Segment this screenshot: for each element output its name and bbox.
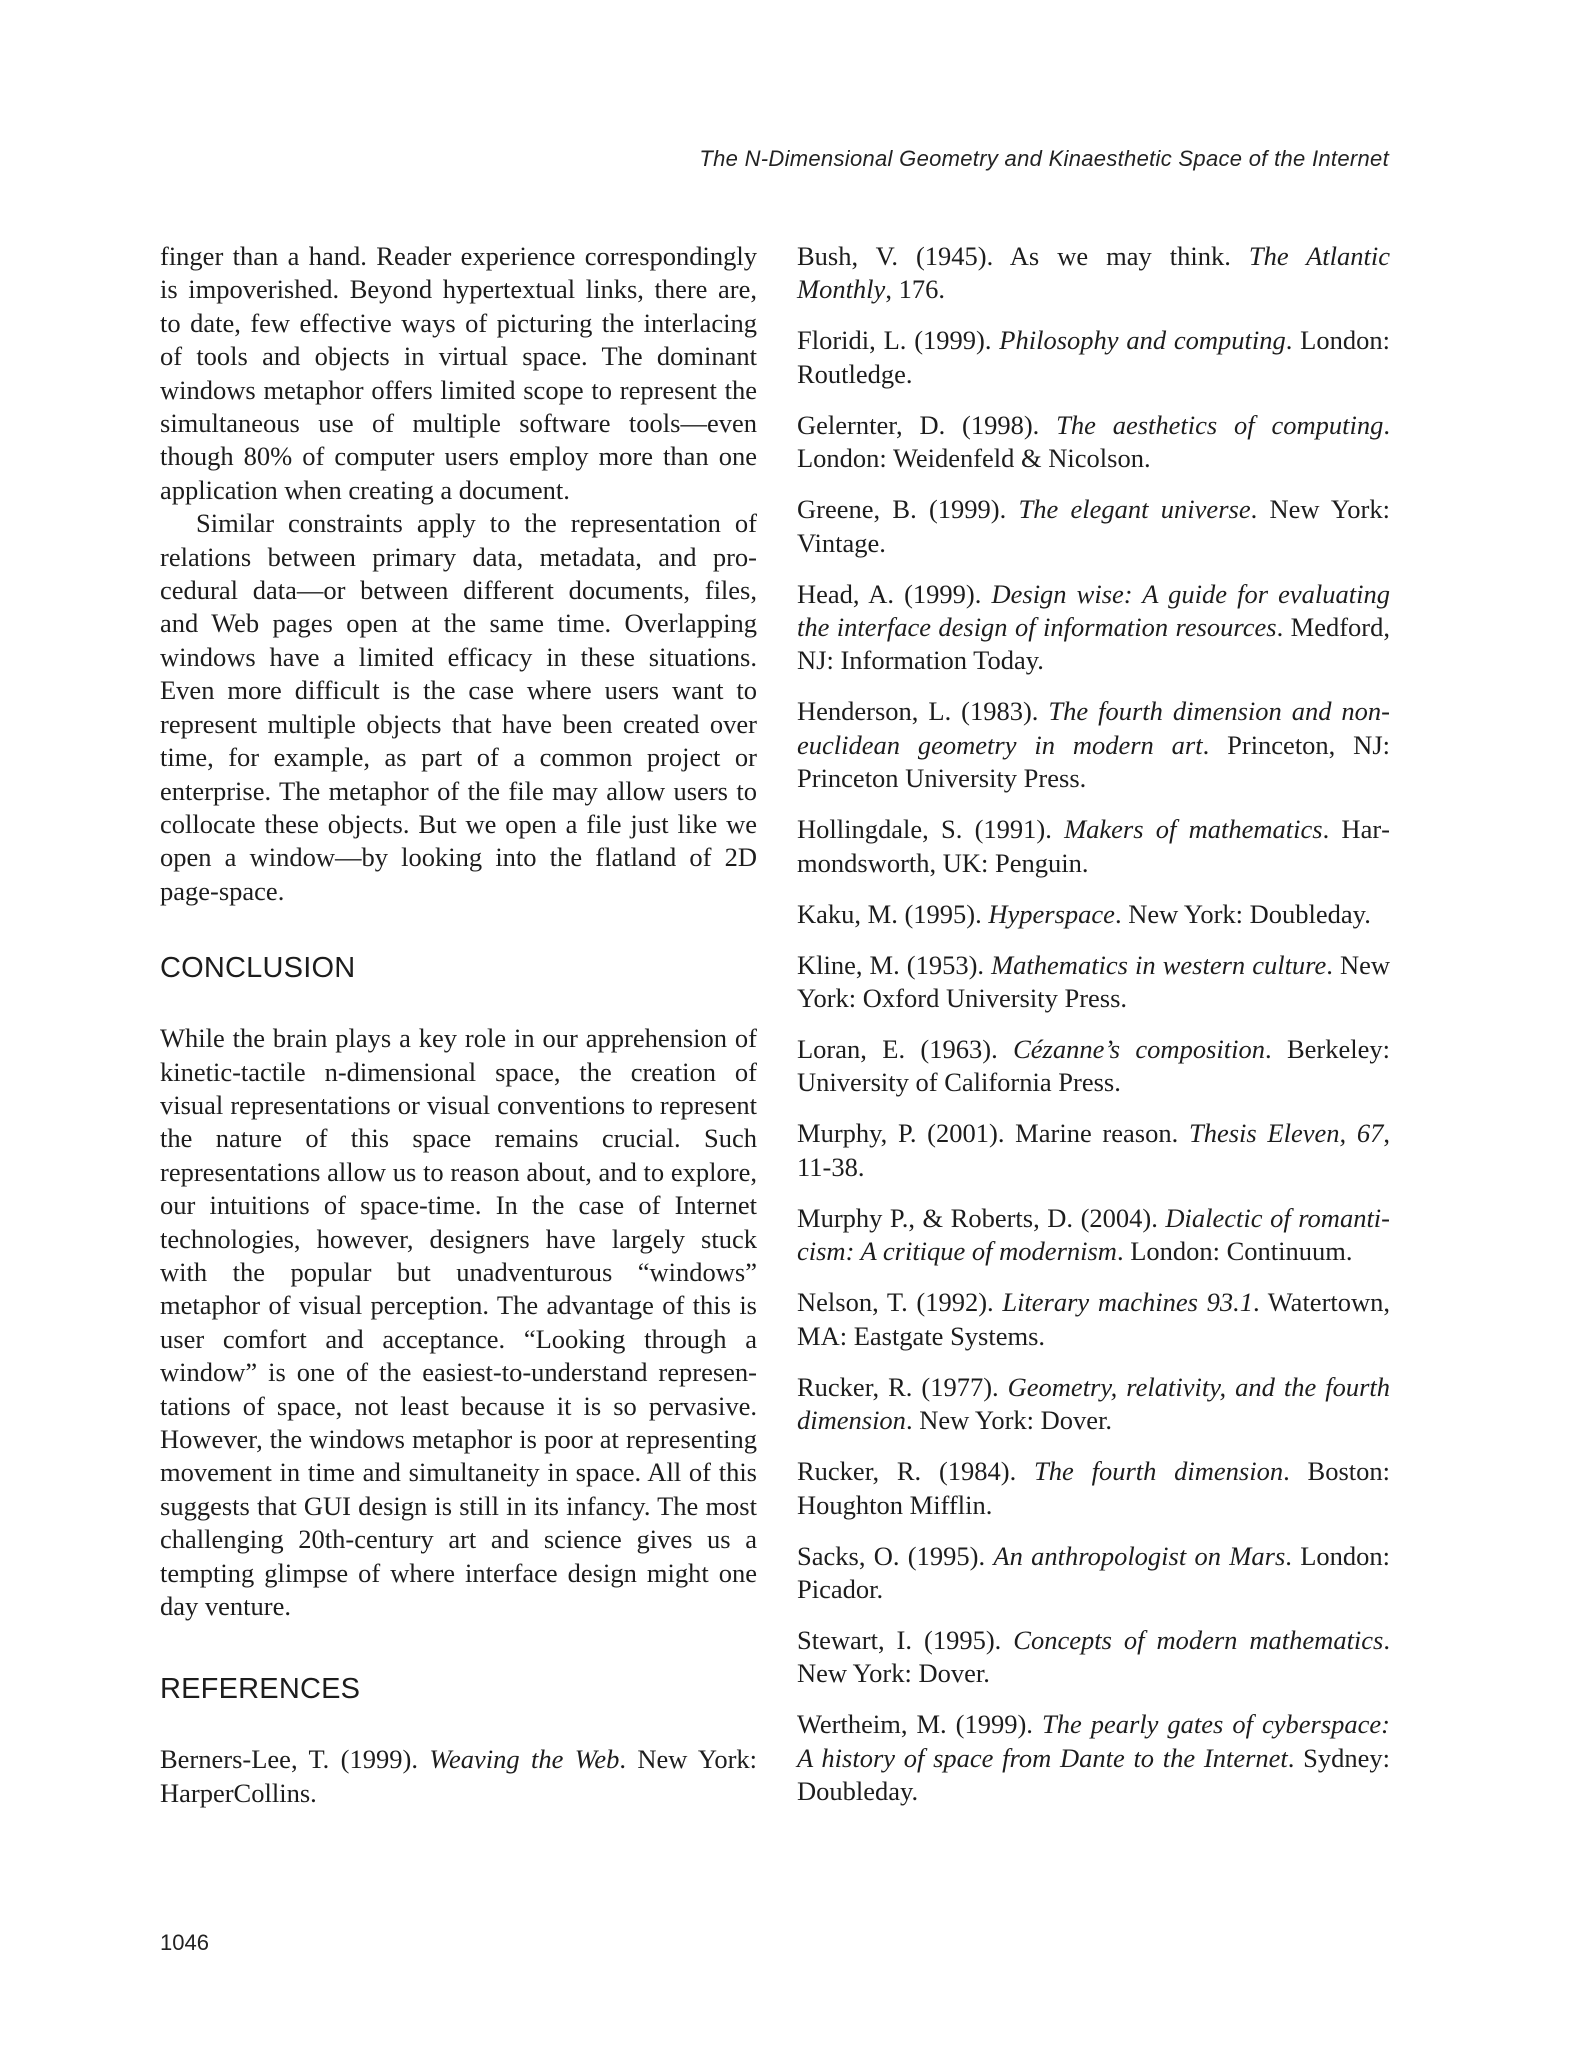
reference-author: Hollingdale, S. (1991). bbox=[797, 814, 1065, 845]
reference-publisher: . New York: Dover. bbox=[905, 1405, 1113, 1436]
reference-publisher: , 176. bbox=[885, 274, 945, 305]
reference-publisher: . London: Continuum. bbox=[1116, 1236, 1353, 1267]
reference-publisher: . Boston: Houghton Mifflin. bbox=[797, 1456, 1390, 1520]
reference-publisher: . New York: Dover. bbox=[797, 1624, 1390, 1689]
references-heading: REFERENCES bbox=[160, 1673, 361, 1706]
reference-title: The aesthetics of computing bbox=[1056, 409, 1384, 440]
reference-title: Dialectic of romanticism: A critique of modernism bbox=[797, 1202, 1390, 1267]
reference-title: The elegant universe bbox=[1018, 494, 1251, 525]
reference-entry bbox=[797, 1033, 1390, 1100]
conclusion-paragraph: While the brain plays a key role in our apprehension of kinetic-tactile n-dimensional space, the creation of visual representations or visual conventions to represent the nature of this space remains crucial. Such representations allow us to reason about, and to explore, our intuitions of space-time. In the case of Internet technologies, however, designers have largely stuck with the popular but unadventurous “windows” metaphor of visual perception. The advantage of this is user comfort and acceptance. “Looking through a window” is one of the easiest-to-understand representations of space, not least because it is so pervasive. However, the windows metaphor is poor at representing movement in time and simultaneity in space. All of this suggests that GUI design is still in its infancy. The most challenging 20th-century art and science gives us a tempting glimpse of where interface design might one day venture. bbox=[160, 1023, 757, 1622]
reference-author: Rucker, R. (1984). bbox=[797, 1456, 1035, 1487]
body-paragraph-2: Similar constraints apply to the representation of relations between primary data, metadata, and procedural data—or between different documents, files, and Web pages open at the same time. Overlapping windows have a limited efficacy in these situations. Even more difficult is the case where users want to represent multiple objects that have been created over time, for example, as part of a common project or enterprise. The metaphor of the file may allow users to collocate these objects. But we open a file just like we open a window—by looking into the flatland of 2D page-space. bbox=[160, 508, 757, 906]
reference-entry bbox=[797, 1117, 1390, 1184]
reference-author: Berners-Lee, T. (1999). bbox=[160, 1744, 430, 1775]
reference-author: Greene, B. (1999). bbox=[797, 494, 1019, 525]
reference-author: Henderson, L. (1983). bbox=[797, 696, 1049, 727]
reference-entry bbox=[797, 409, 1390, 476]
reference-publisher: . London: Picador. bbox=[797, 1540, 1390, 1604]
reference-entry bbox=[797, 578, 1390, 678]
reference-entry bbox=[797, 949, 1390, 1016]
reference-entry bbox=[797, 324, 1390, 391]
reference-publisher: . Sydney: Doubleday. bbox=[797, 1742, 1390, 1807]
reference-title: Makers of mathematics bbox=[1064, 814, 1323, 845]
reference-publisher: . London: Routledge. bbox=[797, 325, 1390, 389]
reference-entry bbox=[797, 1624, 1390, 1691]
reference-publisher: , 11-38. bbox=[797, 1118, 1390, 1182]
right-column bbox=[797, 240, 1390, 1826]
reference-author: Sacks, O. (1995). bbox=[797, 1540, 994, 1571]
reference-title: The fourth dimension and non-euclidean geometry in modern art bbox=[797, 696, 1390, 760]
reference-entry bbox=[797, 813, 1390, 880]
page-number: 1046 bbox=[160, 1930, 209, 1955]
reference-entry bbox=[797, 898, 1390, 931]
reference-title: Concepts of modern mathematics bbox=[1013, 1624, 1384, 1655]
reference-publisher: . New York: Oxford University Press. bbox=[797, 949, 1390, 1014]
running-header: The N-Dimensional Geometry and Kinaesthetic Space of the Internet bbox=[699, 146, 1389, 171]
reference-title: Weaving the Web bbox=[429, 1744, 620, 1775]
reference-author: Bush, V. (1945). As we may think. bbox=[797, 241, 1249, 271]
reference-author: Gelernter, D. (1998). bbox=[797, 409, 1057, 440]
body-paragraph-1: finger than a hand. Reader experience correspondingly is impoverished. Beyond hypertextual links, there are, to date, few effective ways of picturing the interlacing of tools and objects in virtual space. The dominant windows metaphor offers limited scope to represent the simultaneous use of multiple software tools—even though 80% of computer users employ more than one application when creating a document. bbox=[160, 241, 757, 505]
conclusion-heading: CONCLUSION bbox=[160, 952, 356, 985]
reference-entry bbox=[797, 493, 1390, 560]
reference-entry bbox=[797, 1708, 1390, 1808]
reference-author: Stewart, I. (1995). bbox=[797, 1624, 1014, 1655]
reference-title: Hyperspace bbox=[988, 898, 1115, 929]
reference-title: The pearly gates of cyberspace: A history of space from Dante to the Internet bbox=[797, 1709, 1390, 1773]
reference-publisher: . Medford, NJ: Information Today. bbox=[797, 612, 1390, 676]
reference-publisher: . New York: Doubleday. bbox=[1114, 898, 1371, 929]
reference-entry bbox=[160, 1743, 757, 1810]
reference-entry bbox=[797, 1286, 1390, 1353]
reference-publisher: . Princeton, NJ: Princeton University Press. bbox=[797, 729, 1390, 794]
reference-publisher: . Berkeley: University of California Press. bbox=[797, 1034, 1390, 1098]
reference-author: Kaku, M. (1995). bbox=[797, 898, 989, 929]
reference-author: Kline, M. (1953). bbox=[797, 949, 992, 980]
reference-author: Head, A. (1999). bbox=[797, 578, 992, 609]
reference-author: Murphy, P. (2001). Marine reason. bbox=[797, 1118, 1189, 1149]
reference-title: Mathematics in western culture bbox=[991, 949, 1327, 980]
reference-entry bbox=[797, 695, 1390, 795]
reference-title: The fourth dimension bbox=[1034, 1456, 1284, 1487]
reference-publisher: . London: Weidenfeld & Nicolson. bbox=[797, 409, 1390, 474]
reference-author: Floridi, L. (1999). bbox=[797, 325, 1000, 356]
reference-author: Murphy P., & Roberts, D. (2004). bbox=[797, 1202, 1166, 1233]
reference-publisher: . Harmondsworth, UK: Penguin. bbox=[797, 814, 1390, 878]
reference-entry bbox=[797, 1455, 1390, 1522]
reference-publisher: . Watertown, MA: Eastgate Systems. bbox=[797, 1287, 1391, 1351]
reference-title: Literary machines 93.1 bbox=[1002, 1287, 1253, 1318]
reference-author: Rucker, R. (1977). bbox=[797, 1371, 1008, 1402]
reference-publisher: . New York: HarperCollins. bbox=[160, 1744, 758, 1808]
reference-entry bbox=[797, 1540, 1390, 1607]
reference-entry bbox=[797, 1371, 1390, 1438]
reference-title: Design wise: A guide for evaluating the interface design of information resources bbox=[797, 578, 1390, 643]
reference-title: Cézanne’s composition bbox=[1013, 1034, 1265, 1065]
reference-publisher: . New York: Vintage. bbox=[797, 494, 1390, 558]
reference-entry bbox=[797, 1202, 1390, 1269]
reference-title: Philosophy and computing bbox=[999, 325, 1286, 356]
reference-title: Thesis Eleven, 67 bbox=[1188, 1118, 1384, 1149]
reference-entry bbox=[797, 240, 1390, 307]
reference-title: The Atlantic Monthly bbox=[797, 241, 1390, 305]
reference-title: Geometry, relativity, and the fourth dimension bbox=[797, 1371, 1390, 1436]
left-column bbox=[160, 240, 757, 1810]
reference-author: Loran, E. (1963). bbox=[797, 1034, 1014, 1065]
reference-author: Wertheim, M. (1999). bbox=[797, 1709, 1042, 1740]
reference-title: An anthropologist on Mars bbox=[993, 1540, 1286, 1571]
reference-author: Nelson, T. (1992). bbox=[797, 1287, 1003, 1318]
